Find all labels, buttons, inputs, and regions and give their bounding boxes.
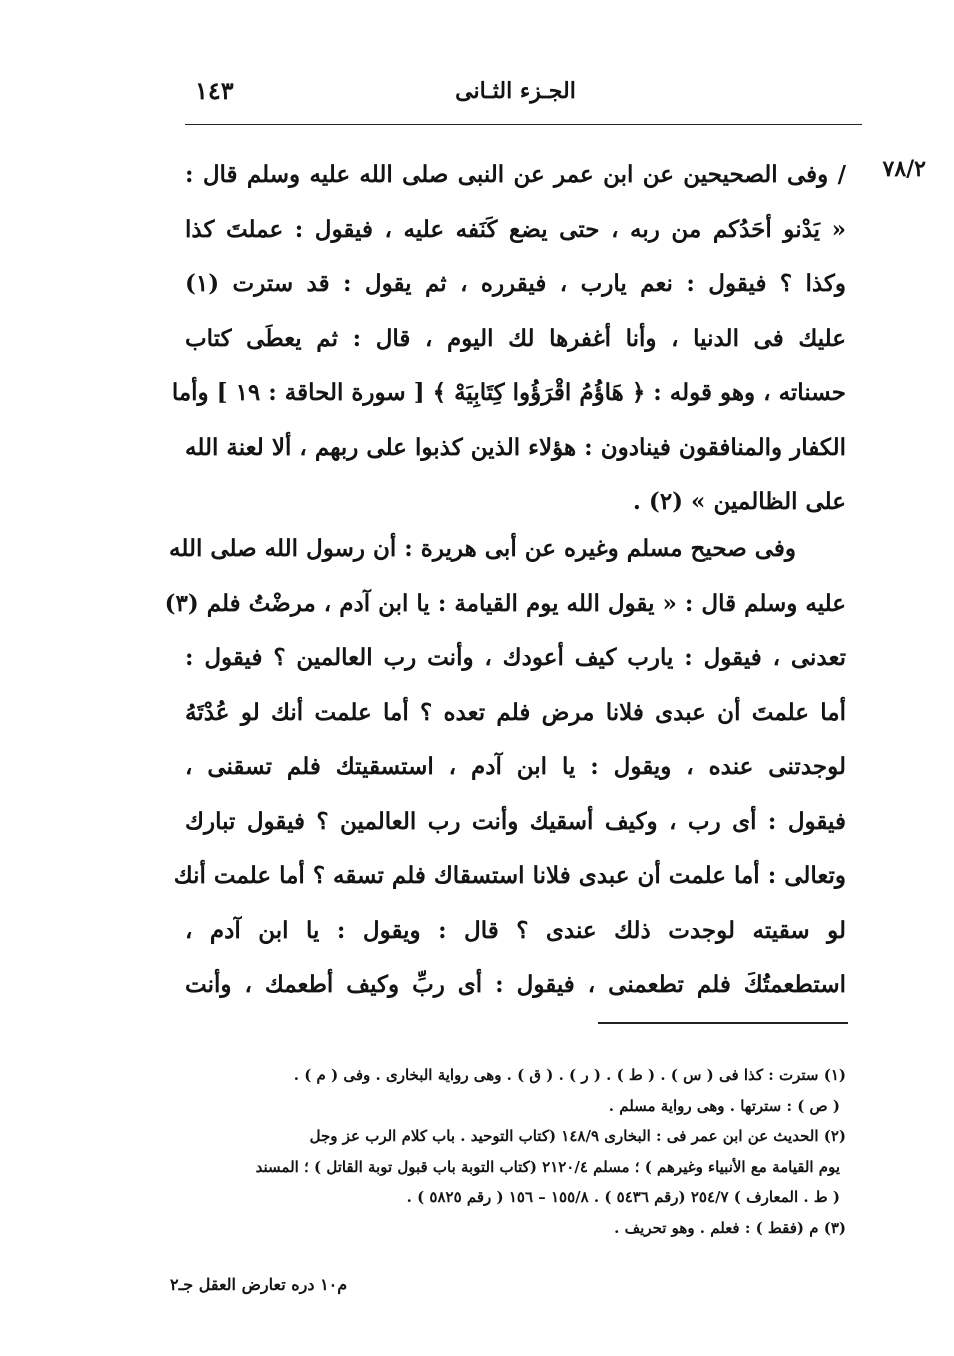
text-line: لو سقيته لوجدت ذلك عندى ؟ قال : ويقول : يا ابن آدم ، — [185, 916, 846, 944]
footnote-line: (١) سترت : كذا فى ( س ) . ( ط ) . ( ر ) . ( ق ) . وهى رواية البخارى . وفى ( م ) . — [293, 1066, 846, 1084]
footnote-line: ( ص ) : سترتها . وهى رواية مسلم . — [608, 1096, 840, 1115]
header-rule — [185, 124, 862, 125]
footnote-line: (٣) م (فقط ) : فعلم . وهو تحريف . — [614, 1218, 846, 1237]
running-title: الجـزء الثـانى — [455, 78, 576, 104]
text-line: استطعمتُكَ فلم تطعمنى ، فيقول : أى ربِّ وكيف أطعمك ، وأنت — [185, 971, 846, 998]
text-line: « يَدْنو أحَدُكم من ربه ، حتى يضع كَنَفه عليه ، فيقول : عملتَ كذا — [185, 215, 846, 243]
text-line: فيقول : أى رب ، وكيف أسقيك وأنت رب العالمين ؟ فيقول تبارك — [185, 807, 846, 835]
text-line: الكفار والمنافقون فينادون : هؤلاء الذين كذبوا على ربهم ، ألا لعنة الله — [185, 433, 846, 461]
printer-signature: م١٠ دره تعارض العقل جـ٢ — [170, 1275, 348, 1294]
text-line: وفى صحيح مسلم وغيره عن أبى هريرة : أن رسول الله صلى الله — [169, 535, 796, 562]
footnote-line: يوم القيامة مع الأنبياء وغيرهم ) ؛ مسلم ٢١٢٠/٤ (كتاب التوبة باب قبول توبة القاتل ) ؛ المسند — [255, 1157, 840, 1176]
text-line: عليه وسلم قال : « يقول الله يوم القيامة : يا ابن آدم ، مرضْتُ فلم (٣) — [164, 589, 846, 617]
text-line: لوجدتنى عنده ، ويقول : يا ابن آدم ، استسقيتك فلم تسقنى ، — [185, 753, 846, 780]
text-line: على الظالمين » (٢) . — [632, 488, 846, 515]
footnote-line: (٢) الحديث عن ابن عمر فى : البخارى ١٤٨/٩ (كتاب التوحيد . باب كلام الرب عز وجل — [309, 1127, 846, 1145]
paragraph-1 — [171, 148, 846, 530]
text-line: عليك فى الدنيا ، وأنا أغفرها لك اليوم ، قال : ثم يعطَى كتاب — [185, 324, 846, 352]
footnote-rule — [598, 1022, 848, 1024]
page-number: ١٤٣ — [195, 76, 234, 105]
footnote-line: ( ط . المعارف ) ٢٥٤/٧ (رقم ٥٤٣٦ ) . ١٥٥/٨ – ١٥٦ ( رقم ٥٨٢٥ ) . — [406, 1188, 840, 1206]
margin-reference: ٧٨/٢ — [882, 156, 926, 182]
text-line: وكذا ؟ فيقول : نعم يارب ، فيقرره ، ثم يقول : قد سترت (١) — [185, 270, 846, 297]
running-header — [185, 76, 846, 110]
text-line: أما علمتَ أن عبدى فلانا مرض فلم تعده ؟ أما علمت أنك لو عُدْتَهُ — [185, 698, 846, 726]
paragraph-2 — [164, 522, 846, 1013]
text-line: / وفى الصحيحين عن ابن عمر عن النبى صلى الله عليه وسلم قال : — [185, 161, 846, 188]
text-line: حسناته ، وهو قوله : ﴿ هَاؤُمُ اقْرَؤُوا كِتَابِيَهْ ﴾ [ سورة الحاقة : ١٩ ] وأما — [171, 379, 846, 406]
text-line: تعدنى ، فيقول : يارب كيف أعودك ، وأنت رب العالمين ؟ فيقول : — [185, 644, 846, 671]
text-line: وتعالى : أما علمت أن عبدى فلانا استسقاك فلم تسقه ؟ أما علمت أنك — [173, 862, 846, 889]
footnotes — [180, 1060, 846, 1243]
